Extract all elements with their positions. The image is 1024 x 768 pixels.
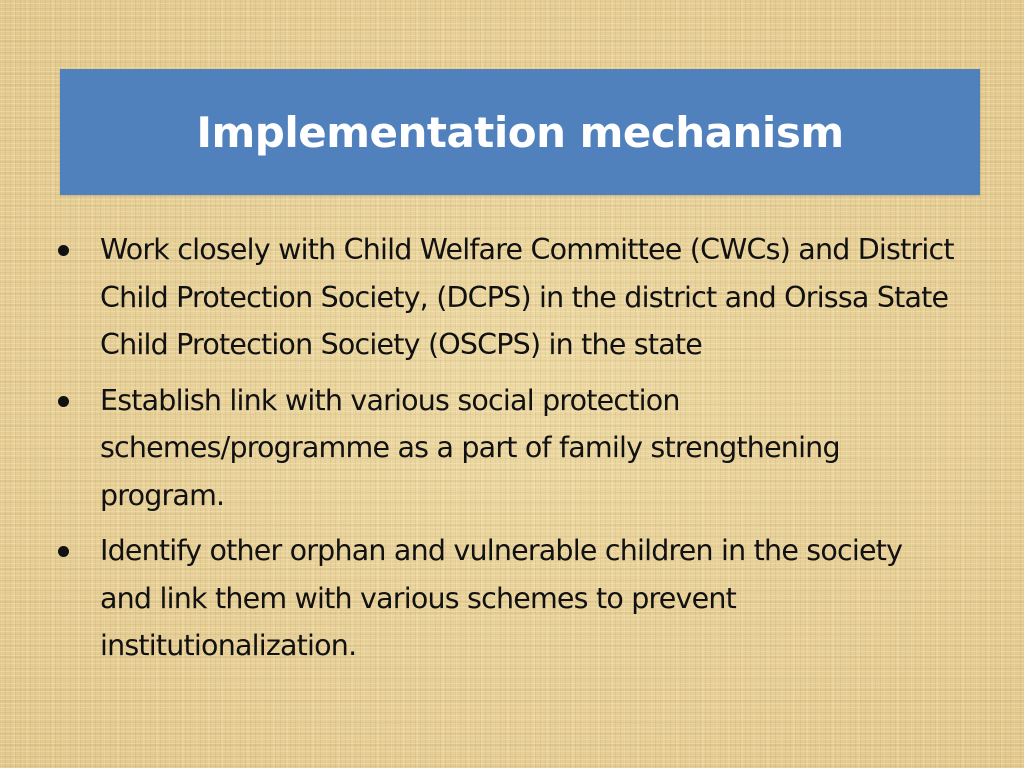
bullet-item <box>58 377 958 520</box>
bullet-text: Work closely with Child Welfare Committee (CWCs) and District Child Protection Society, (DCPS) in the district and Orissa State Child Protection Society (OSCPS) in the state <box>100 233 954 361</box>
bullet-dot-icon <box>58 396 69 407</box>
bullet-item <box>58 527 958 670</box>
bullet-text: Identify other orphan and vulnerable children in the society and link them with various schemes to prevent institutionalization. <box>100 534 903 662</box>
bullet-dot-icon <box>58 546 69 557</box>
bullet-item <box>58 226 958 369</box>
title-banner <box>60 69 980 195</box>
slide-title: Implementation mechanism <box>196 107 844 157</box>
bullet-text: Establish link with various social protection schemes/programme as a part of family strengthening program. <box>100 383 840 512</box>
bullet-dot-icon <box>58 245 69 256</box>
bullet-list <box>58 226 958 678</box>
